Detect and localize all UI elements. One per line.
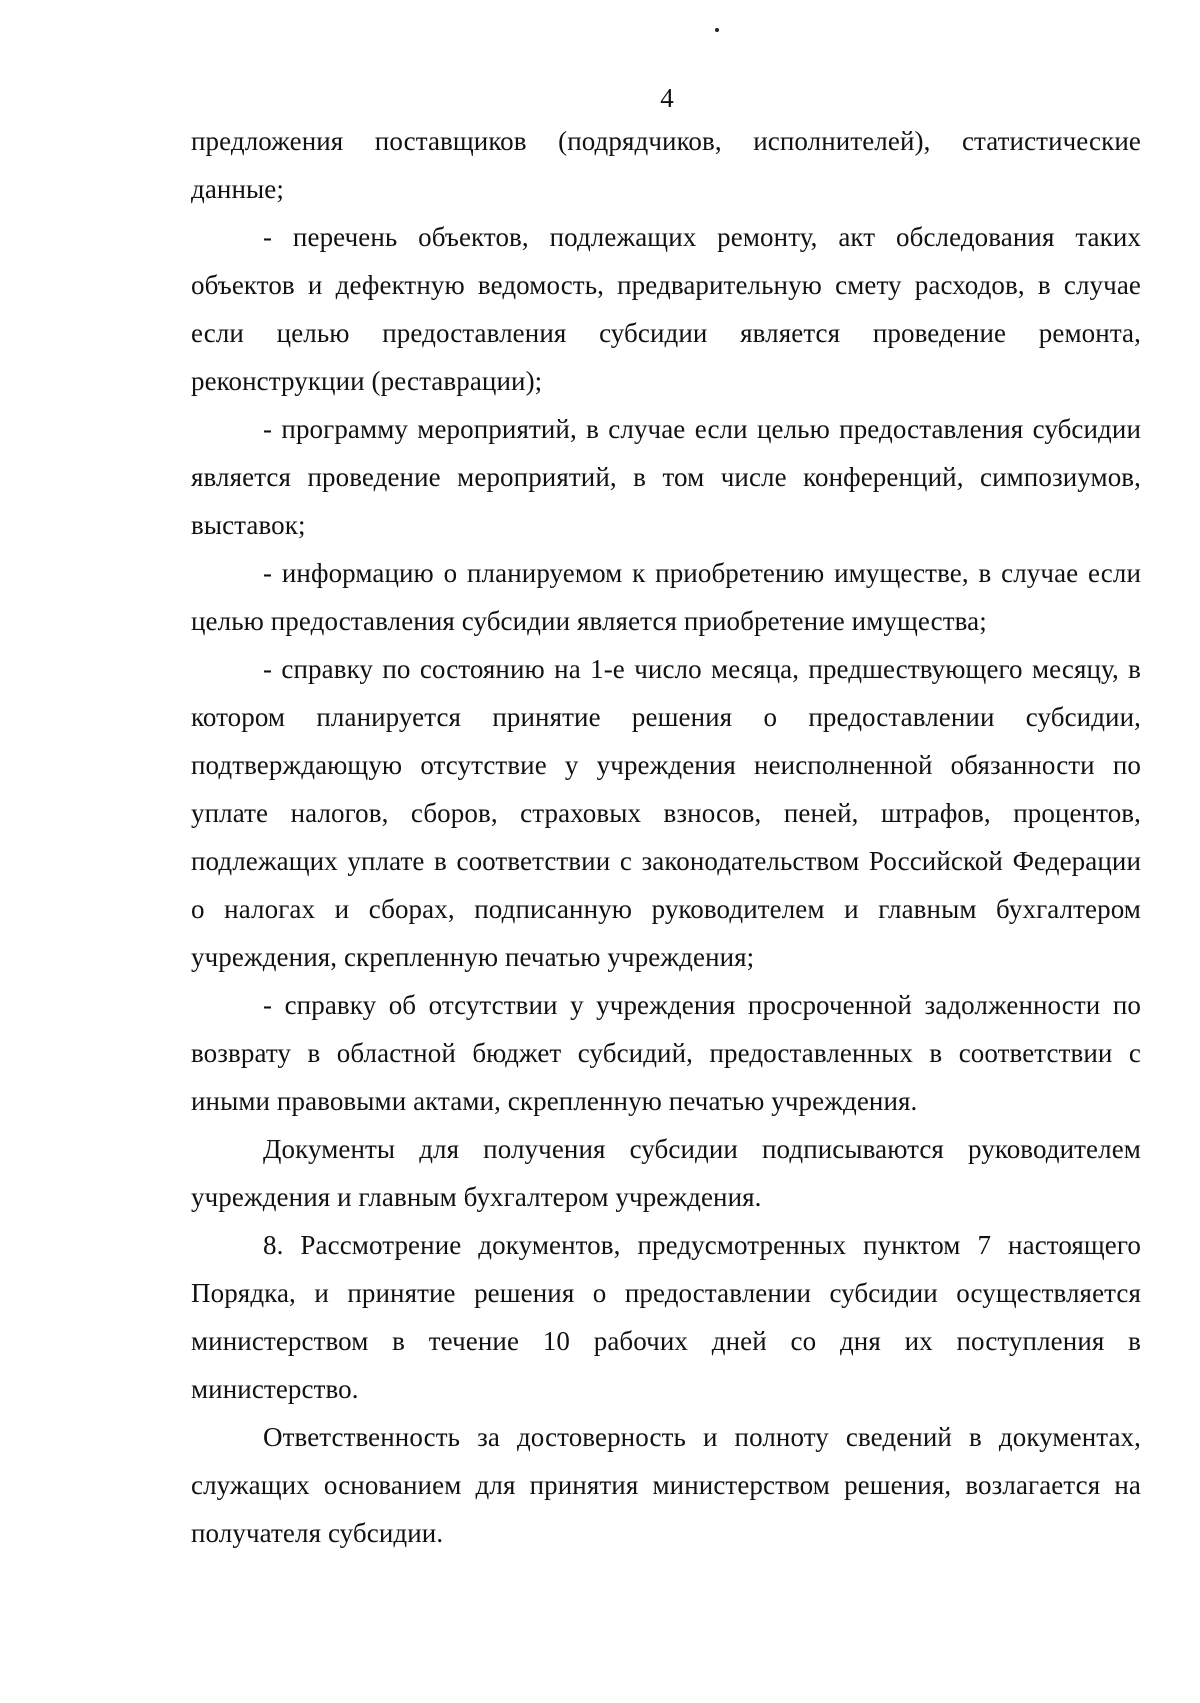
- paragraph-clause-8: 8. Рассмотрение документов, предусмотренных пунктом 7 настоящего Порядка, и принятие решения о предоставлении субсидии осуществляется министерством в течение 10 рабочих дней со дня их поступления в министерство.: [191, 1230, 1141, 1404]
- paragraph-events-program: - программу мероприятий, в случае если целью предоставления субсидии является проведение мероприятий, в том числе конференций, симпозиумов, выставок;: [191, 414, 1141, 540]
- paragraph-signatures: Документы для получения субсидии подписываются руководителем учреждения и главным бухгалтером учреждения.: [191, 1134, 1141, 1212]
- paragraph-tax-certificate: - справку по состоянию на 1-е число месяца, предшествующего месяцу, в котором планируется принятие решения о предоставлении субсидии, подтверждающую отсутствие у учреждения неисполненной обязанности по уплате налогов, сборов, страховых взносов, пеней, штрафов, процентов, подлежащих уплате в соответствии с законодательством Российской Федерации о налогах и сборах, подписанную руководителем и главным бухгалтером учреждения, скрепленную печатью учреждения;: [191, 654, 1141, 972]
- document-body: [191, 117, 1141, 1557]
- scan-artifact-dot: [715, 28, 719, 32]
- paragraph-debt-certificate: - справку об отсутствии у учреждения просроченной задолженности по возврату в областной бюджет субсидий, предоставленных в соответствии с иными правовыми актами, скрепленную печатью учреждения.: [191, 990, 1141, 1116]
- paragraph-property-info: - информацию о планируемом к приобретению имуществе, в случае если целью предоставления субсидии является приобретение имущества;: [191, 558, 1141, 636]
- page-number: 4: [660, 83, 674, 113]
- paragraph-responsibility: Ответственность за достоверность и полноту сведений в документах, служащих основанием для принятия министерством решения, возлагается на получателя субсидии.: [191, 1422, 1141, 1548]
- paragraph-continuation: предложения поставщиков (подрядчиков, исполнителей), статистические данные;: [191, 126, 1141, 204]
- paragraph-repair-list: - перечень объектов, подлежащих ремонту, акт обследования таких объектов и дефектную ведомость, предварительную смету расходов, в случае если целью предоставления субсидии является проведение ремонта, реконструкции (реставрации);: [191, 222, 1141, 396]
